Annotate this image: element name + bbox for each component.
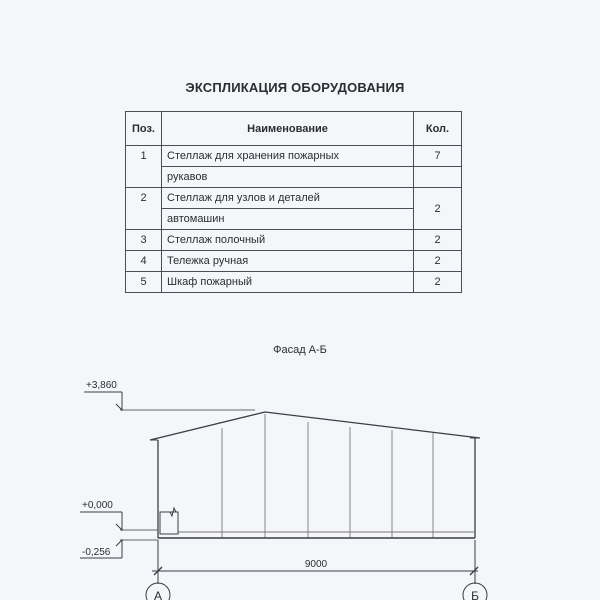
roof-line [150,412,480,440]
level-top-label: +3,860 [86,380,117,391]
row-name-line: Стеллаж для узлов и деталей [162,188,414,209]
level-top-mark [116,392,122,410]
row-qty: 2 [414,272,462,293]
row-name: Тележка ручная [162,251,414,272]
row-pos: 1 [126,146,162,188]
row-qty: 2 [414,230,462,251]
door-detail [160,512,178,534]
row-qty: 7 [414,146,462,167]
facade-title: Фасад А-Б [273,344,327,356]
row-pos: 2 [126,188,162,230]
axis-label-b: Б [471,589,479,600]
row-qty: 2 [414,251,462,272]
dimension-label: 9000 [304,559,328,570]
row-name-line: рукавов [162,167,414,188]
document-title: ЭКСПЛИКАЦИЯ ОБОРУДОВАНИЯ [185,80,405,95]
level-ground-mark [116,540,122,558]
row-pos: 5 [126,272,162,293]
row-name: Стеллаж полочный [162,230,414,251]
column-header-qty: Кол. [414,112,462,146]
level-zero-mark [116,512,122,530]
level-zero-label: +0,000 [82,500,113,511]
row-qty: 2 [414,188,462,230]
level-ground-label: -0,256 [82,547,111,558]
row-pos: 3 [126,230,162,251]
row-pos: 4 [126,251,162,272]
row-name-line: автомашин [162,209,414,230]
column-header-name: Наименование [162,112,414,146]
axis-label-a: А [153,589,163,600]
row-name: Шкаф пожарный [162,272,414,293]
row-name-line: Стеллаж для хранения пожарных [162,146,414,167]
column-header-pos: Поз. [126,112,162,146]
